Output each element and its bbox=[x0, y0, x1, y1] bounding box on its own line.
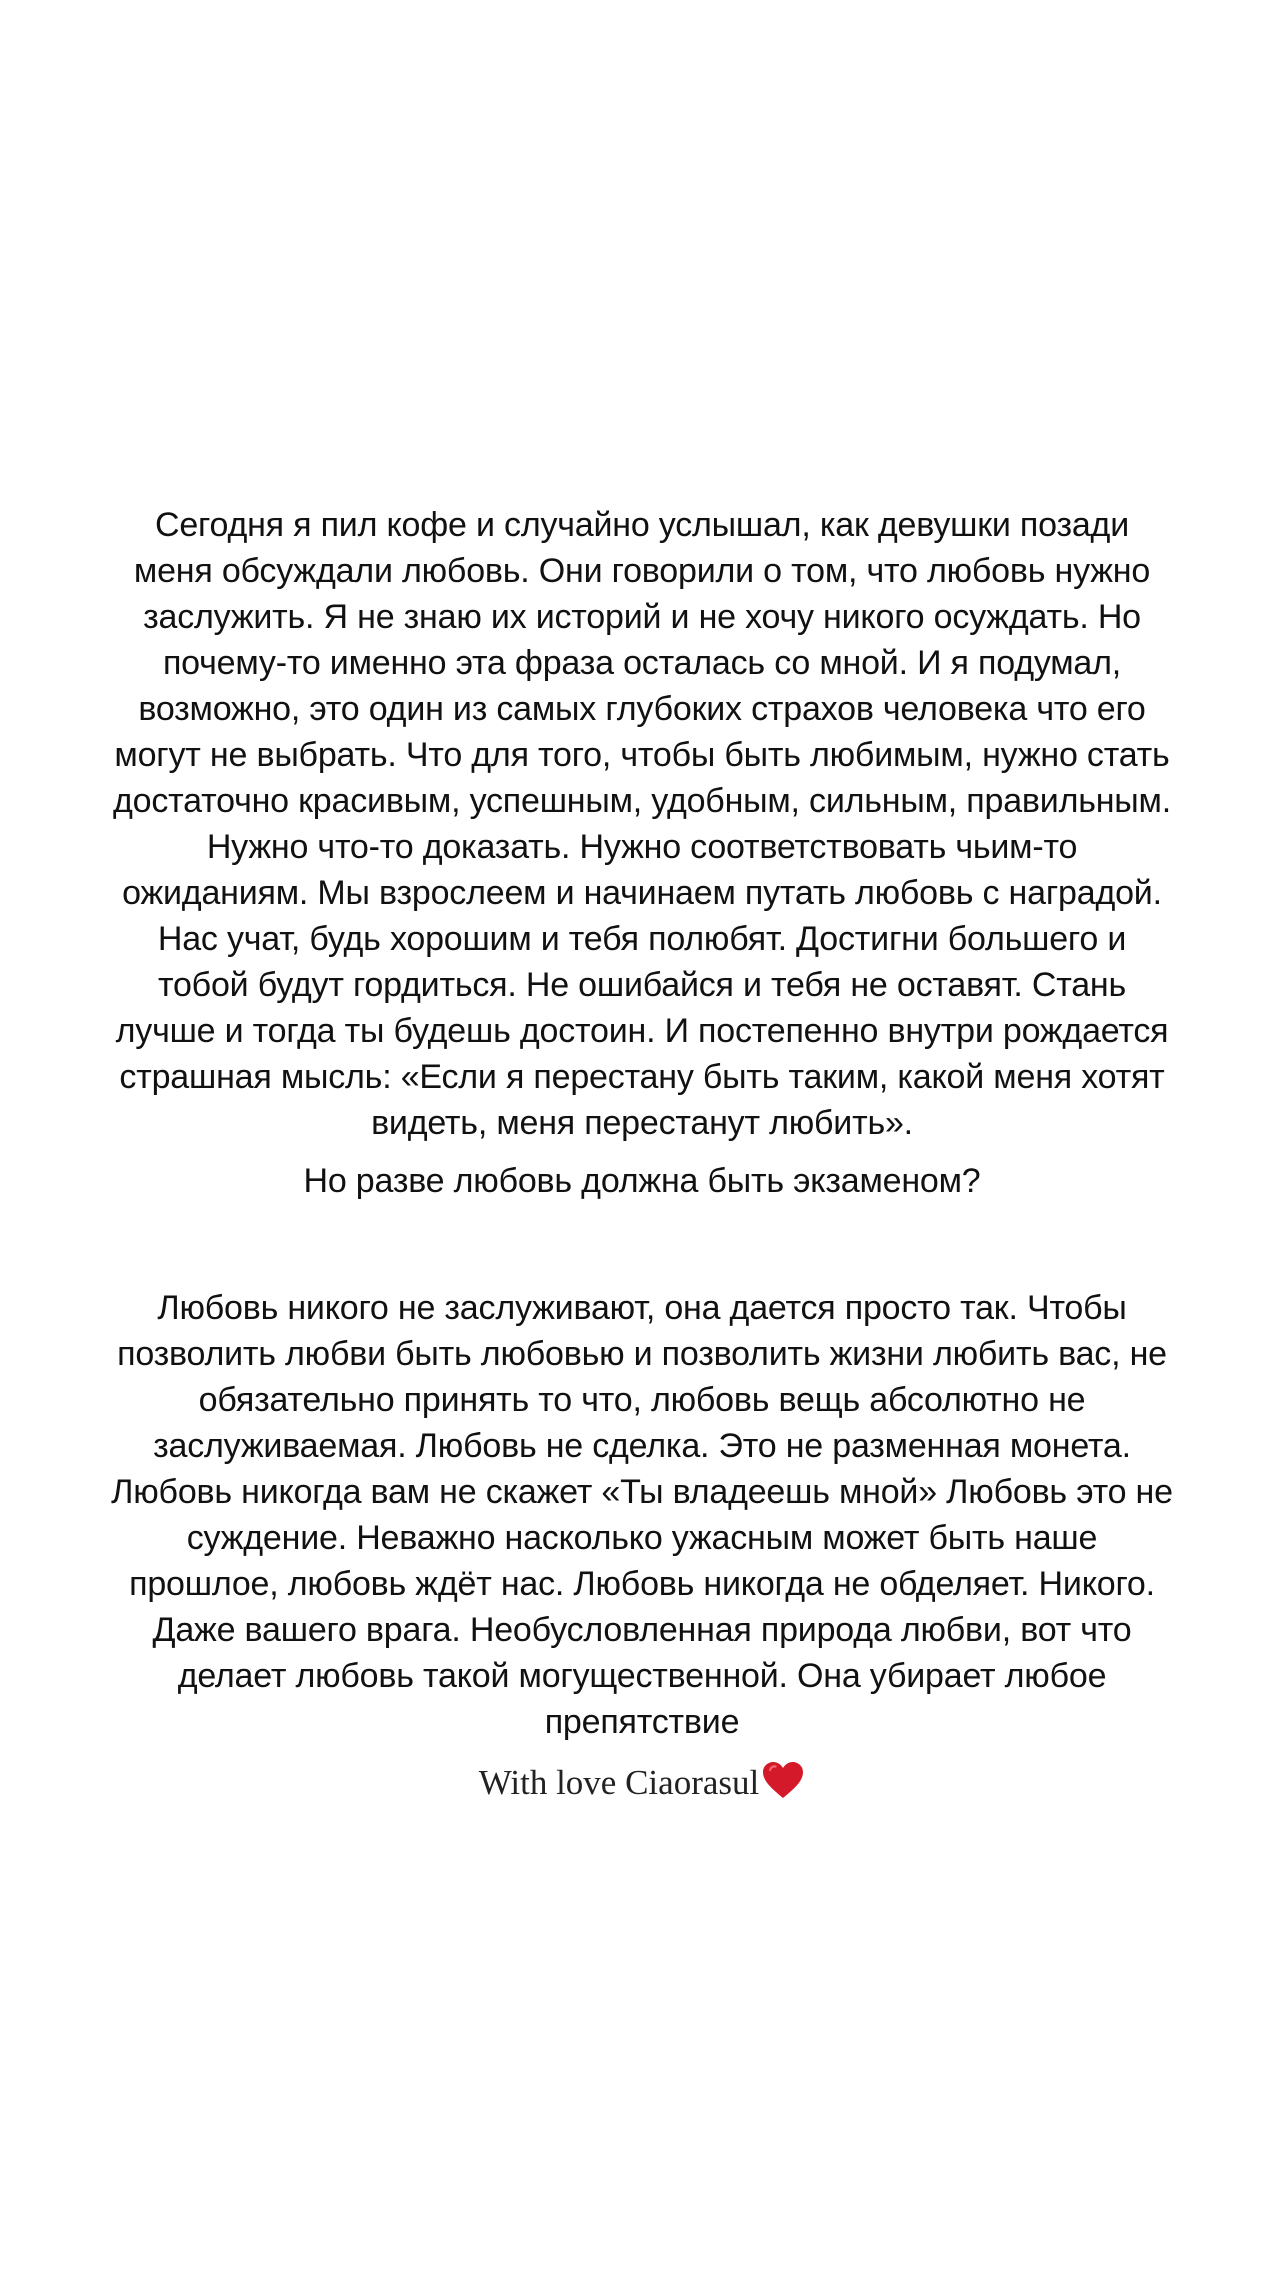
heart-icon bbox=[761, 1760, 805, 1812]
question-line: Но разве любовь должна быть экзаменом? bbox=[303, 1162, 981, 1200]
signature bbox=[0, 1760, 1284, 1812]
story-question bbox=[30, 1158, 1254, 1204]
text-line: страшная мысль: «Если я перестану быть таким, какой меня хотят bbox=[119, 1058, 1165, 1096]
story-paragraph-1 bbox=[30, 502, 1254, 1146]
text-line: тобой будут гордиться. Не ошибайся и тебя не оставят. Стань bbox=[157, 966, 1127, 1004]
text-line: видеть, меня перестанут любить». bbox=[371, 1104, 913, 1142]
text-line: лучше и тогда ты будешь достоин. И постепенно внутри рождается bbox=[115, 1012, 1169, 1050]
text-line: прошлое, любовь ждёт нас. Любовь никогда не обделяет. Никого. bbox=[129, 1565, 1155, 1603]
text-line: заслуживаемая. Любовь не сделка. Это не разменная монета. bbox=[153, 1427, 1131, 1465]
text-line: Нужно что-то доказать. Нужно соответствовать чьим-то bbox=[206, 828, 1078, 866]
text-line: Сегодня я пил кофе и случайно услышал, как девушки позади bbox=[154, 506, 1129, 544]
text-line: суждение. Неважно насколько ужасным может быть наше bbox=[186, 1519, 1098, 1557]
text-line: ожиданиям. Мы взрослеем и начинаем путать любовь с наградой. bbox=[122, 874, 1162, 912]
text-line: Любовь никого не заслуживают, она дается просто так. Чтобы bbox=[157, 1289, 1127, 1327]
text-line: Даже вашего врага. Необусловленная природа любви, вот что bbox=[152, 1611, 1132, 1649]
text-line: Любовь никогда вам не скажет «Ты владеешь мной» Любовь это не bbox=[111, 1473, 1173, 1511]
story-paragraph-2 bbox=[30, 1285, 1254, 1745]
text-line: возможно, это один из самых глубоких страхов человека что его bbox=[138, 690, 1146, 728]
text-line: Нас учат, будь хорошим и тебя полюбят. Достигни большего и bbox=[157, 920, 1127, 958]
text-line: препятствие bbox=[544, 1703, 740, 1741]
text-line: меня обсуждали любовь. Они говорили о том, что любовь нужно bbox=[133, 552, 1151, 590]
heart-shape bbox=[763, 1762, 803, 1798]
text-line: обязательно принять то что, любовь вещь абсолютно не bbox=[198, 1381, 1086, 1419]
text-line: делает любовь такой могущественной. Она убирает любое bbox=[177, 1657, 1107, 1695]
text-line: могут не выбрать. Что для того, чтобы быть любимым, нужно стать bbox=[114, 736, 1170, 774]
signature-text: With love Ciaorasul bbox=[478, 1763, 760, 1802]
text-line: почему-то именно эта фраза осталась со мной. И я подумал, bbox=[162, 644, 1122, 682]
text-line: позволить любви быть любовью и позволить жизни любить вас, не bbox=[117, 1335, 1167, 1373]
text-line: заслужить. Я не знаю их историй и не хочу никого осуждать. Но bbox=[143, 598, 1141, 636]
text-line: достаточно красивым, успешным, удобным, сильным, правильным. bbox=[113, 782, 1171, 820]
